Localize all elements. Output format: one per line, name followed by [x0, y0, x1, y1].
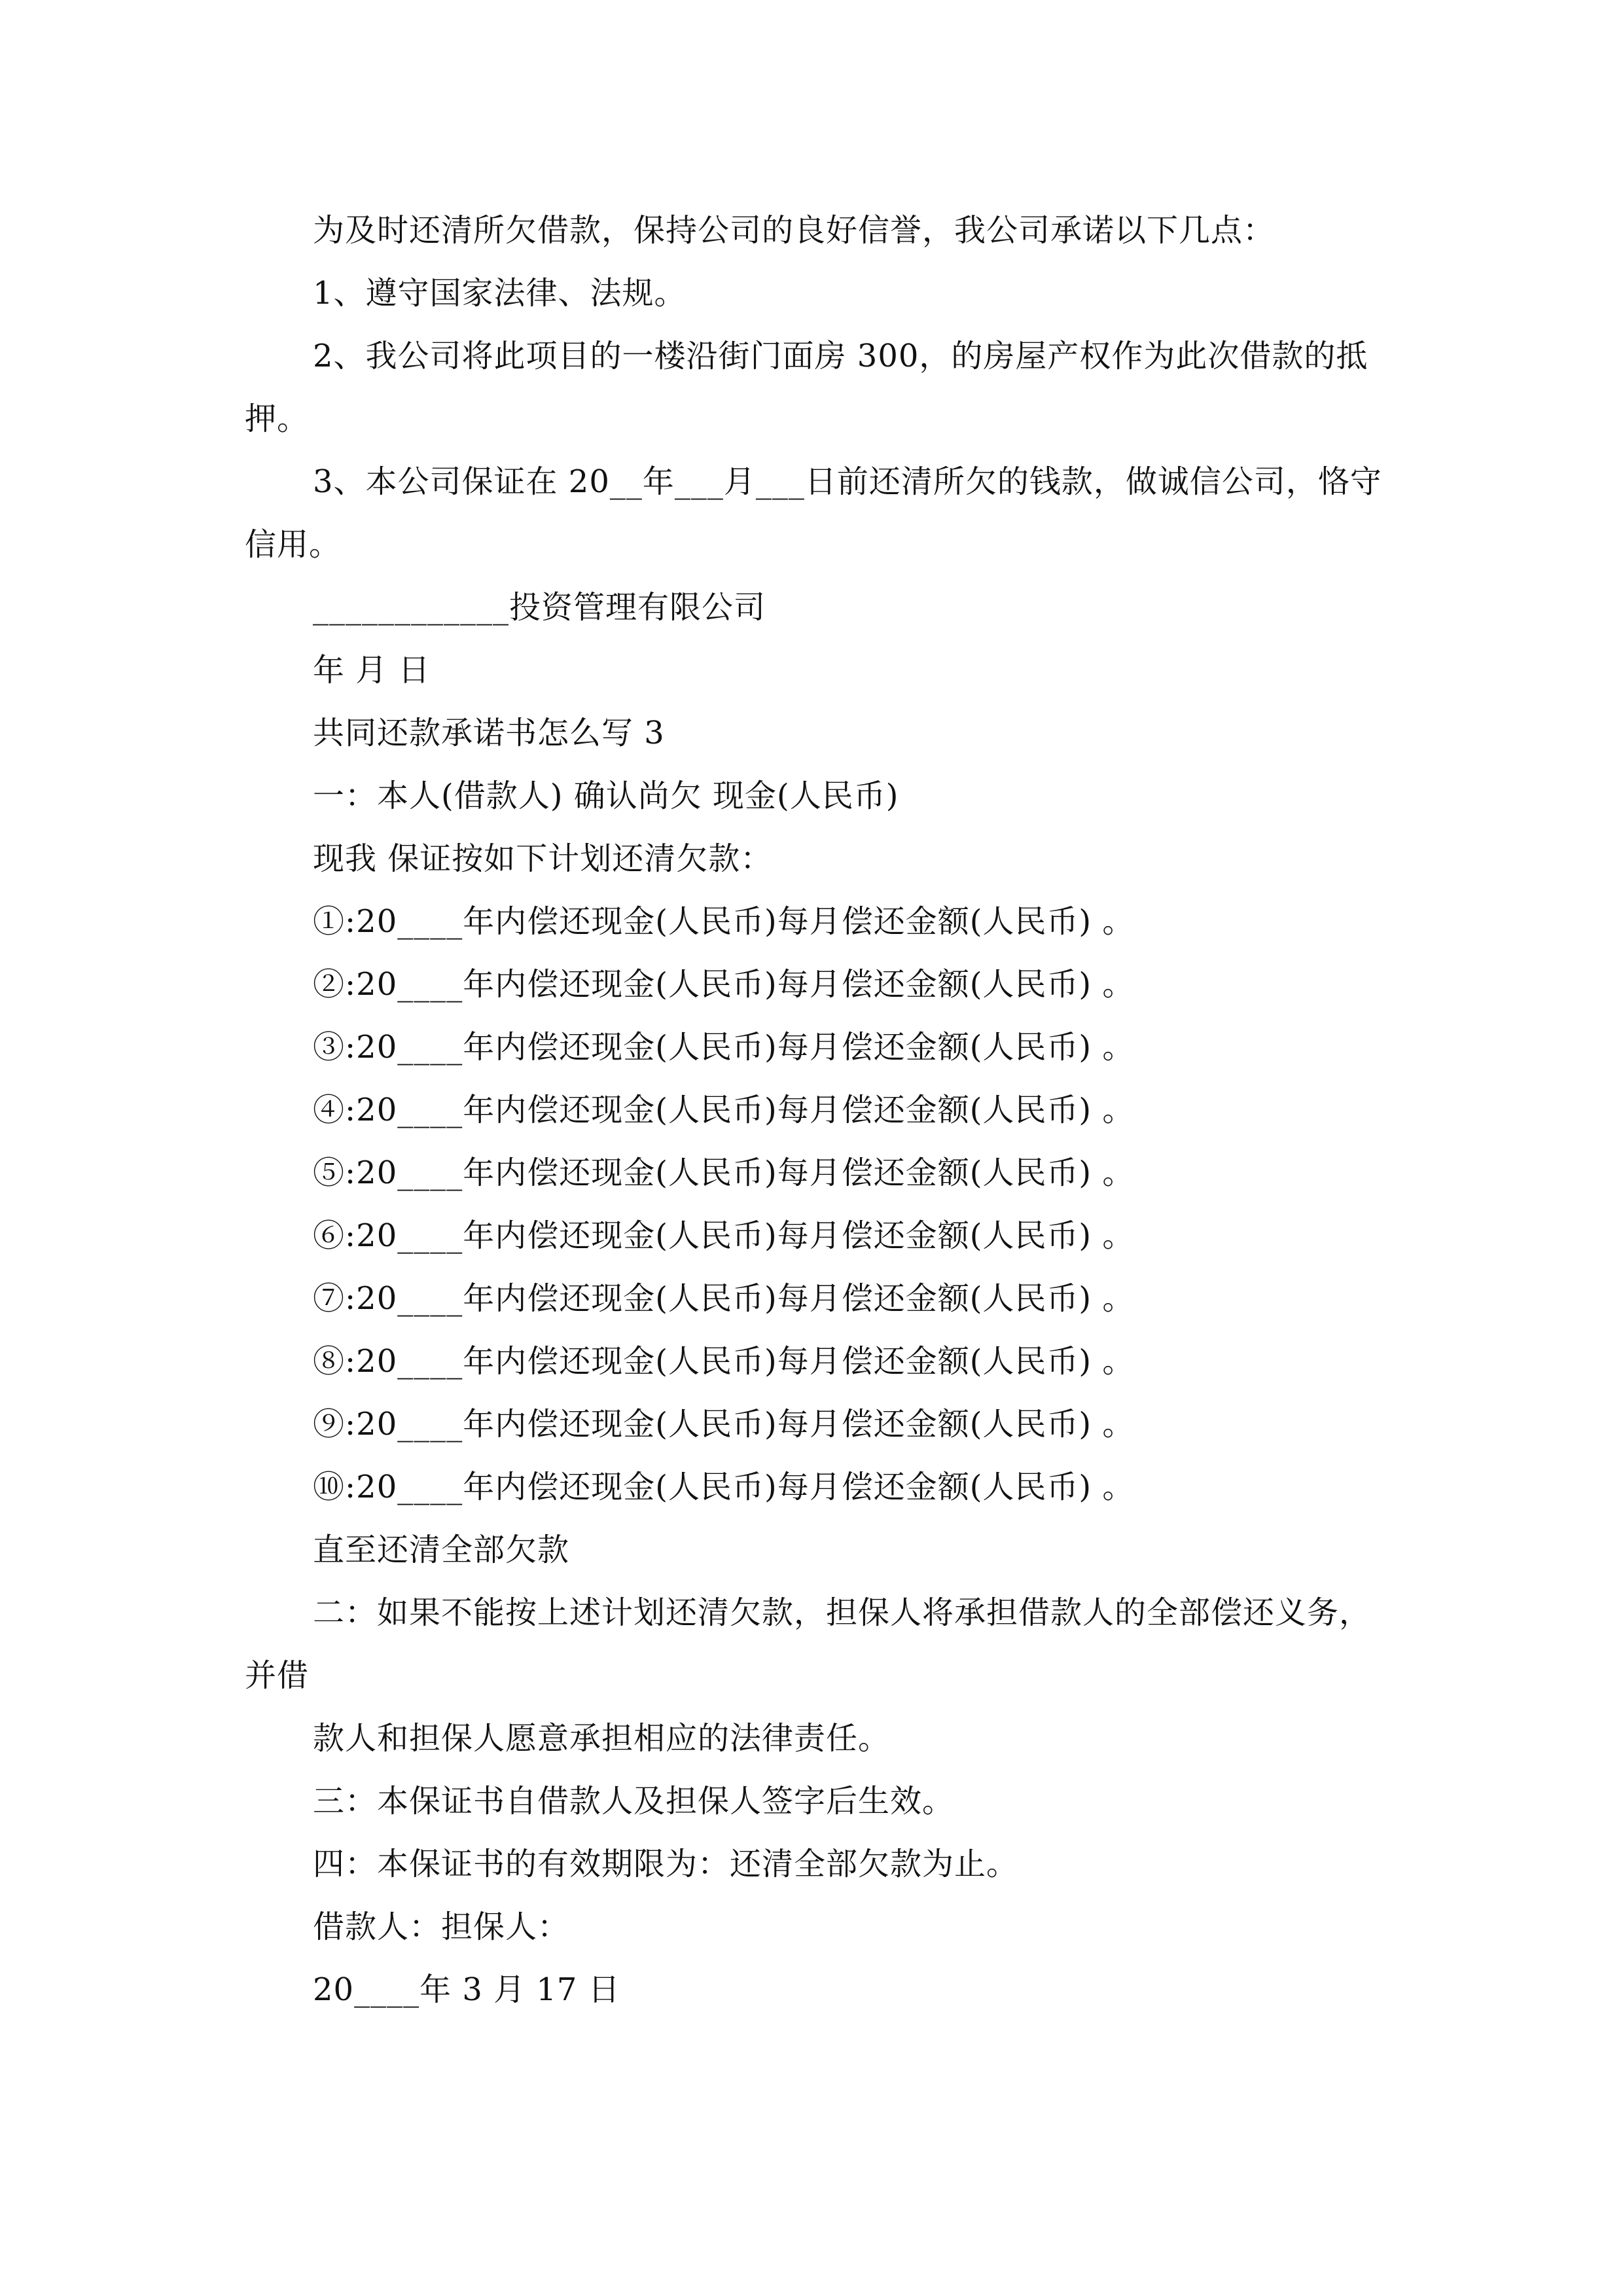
- paragraph-intro: 为及时还清所欠借款，保持公司的良好信誉，我公司承诺以下几点：: [313, 212, 1275, 249]
- promise-item-2-continued: 押。: [245, 401, 310, 437]
- clause-four: 四：本保证书的有效期限为：还清全部欠款为止。: [313, 1846, 1019, 1882]
- repayment-item-10: ⑩:20____年内偿还现金(人民币)每月偿还金额(人民币) 。: [313, 1469, 1135, 1505]
- repayment-item-9: ⑨:20____年内偿还现金(人民币)每月偿还金额(人民币) 。: [313, 1406, 1135, 1443]
- repayment-item-2: ②:20____年内偿还现金(人民币)每月偿还金额(人民币) 。: [313, 966, 1135, 1003]
- repayment-item-1: ①:20____年内偿还现金(人民币)每月偿还金额(人民币) 。: [313, 903, 1135, 940]
- clause-three: 三：本保证书自借款人及担保人签字后生效。: [313, 1783, 955, 1820]
- repayment-item-4: ④:20____年内偿还现金(人民币)每月偿还金额(人民币) 。: [313, 1092, 1135, 1128]
- repayment-plan-intro: 现我 保证按如下计划还清欠款：: [313, 840, 773, 877]
- signatories-line: 借款人：担保人：: [313, 1909, 570, 1945]
- company-signature-line: ____________投资管理有限公司: [313, 589, 766, 626]
- repayment-item-5: ⑤:20____年内偿还现金(人民币)每月偿还金额(人民币) 。: [313, 1155, 1135, 1191]
- clause-two-liability: 款人和担保人愿意承担相应的法律责任。: [313, 1720, 891, 1757]
- repayment-item-7: ⑦:20____年内偿还现金(人民币)每月偿还金额(人民币) 。: [313, 1280, 1135, 1317]
- clause-two: 二：如果不能按上述计划还清欠款，担保人将承担借款人的全部偿还义务，: [313, 1594, 1372, 1631]
- promise-item-3-continued: 信用。: [245, 526, 342, 563]
- clause-one: 一：本人(借款人) 确认尚欠 现金(人民币): [313, 778, 899, 814]
- date-line: 年 月 日: [313, 652, 431, 689]
- repayment-item-8: ⑧:20____年内偿还现金(人民币)每月偿还金额(人民币) 。: [313, 1343, 1135, 1380]
- promise-item-1: 1、遵守国家法律、法规。: [313, 275, 687, 312]
- clause-two-continued: 并借: [245, 1657, 310, 1694]
- promise-item-3: 3、本公司保证在 20__年___月___日前还清所欠的钱款，做诚信公司，恪守: [313, 463, 1382, 500]
- section-heading: 共同还款承诺书怎么写 3: [313, 715, 665, 751]
- repayment-until-cleared: 直至还清全部欠款: [313, 1532, 570, 1568]
- promise-item-2: 2、我公司将此项目的一楼沿街门面房 300，的房屋产权作为此次借款的抵: [313, 338, 1368, 374]
- repayment-item-3: ③:20____年内偿还现金(人民币)每月偿还金额(人民币) 。: [313, 1029, 1135, 1066]
- signing-date: 20____年 3 月 17 日: [313, 1971, 620, 2008]
- repayment-item-6: ⑥:20____年内偿还现金(人民币)每月偿还金额(人民币) 。: [313, 1217, 1135, 1254]
